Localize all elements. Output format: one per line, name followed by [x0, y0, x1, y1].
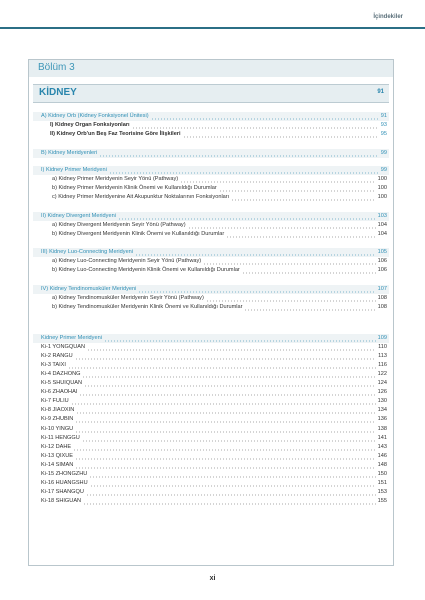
toc-entry-text: II) Kidney Orb'un Beş Faz Teorisine Göre İlişkileri	[50, 130, 181, 137]
toc-section-page: 109	[377, 335, 387, 341]
toc-entry-text: a) Kidney Primer Meridyenin Seyir Yönü (Pathway)	[52, 176, 179, 183]
toc-entry[interactable]	[33, 303, 387, 312]
toc-point-entry-page: 136	[377, 416, 387, 423]
toc-point-entry[interactable]	[33, 379, 387, 388]
toc-section-page: 91	[380, 112, 387, 119]
dot-leader	[242, 269, 376, 275]
toc-point-entry[interactable]	[33, 479, 387, 488]
dot-leader	[244, 306, 375, 312]
chapter-label: Bölüm 3	[38, 62, 75, 73]
toc-section[interactable]	[33, 212, 387, 221]
toc-point-entry-text: Ki-1 YONGQUAN	[41, 344, 86, 351]
toc-point-entry[interactable]	[33, 452, 387, 461]
dot-leader	[226, 233, 375, 239]
toc-entry-text: b) Kidney Tendinomusküler Meridyenin Klinik Önemi ve Kullanıldığı Durumlar	[52, 304, 243, 311]
toc-section-text: I) Kidney Primer Meridyeni	[41, 167, 107, 173]
toc-entry[interactable]	[33, 121, 387, 130]
toc-point-entry[interactable]	[33, 361, 387, 370]
toc-point-entry[interactable]	[33, 488, 387, 497]
dot-leader	[83, 500, 376, 506]
toc-point-entry-text: Ki-12 DAHE	[41, 443, 72, 450]
toc-point-entry-text: Ki-16 HUANGSHU	[41, 479, 88, 486]
toc-point-entry[interactable]	[33, 370, 387, 379]
toc-entry-text: b) Kidney Primer Meridyenin Klinik Önemi ve Kullanıldığı Durumlar	[52, 185, 217, 192]
toc-point-entry-text: Ki-3 TAIXI	[41, 362, 66, 369]
toc-point-entry[interactable]	[33, 397, 387, 406]
toc-entry[interactable]	[33, 266, 387, 275]
toc-point-entry-page: 153	[377, 488, 387, 495]
toc-entry-text: b) Kidney Divergent Meridyenin Klinik Önemi ve Kullanıldığı Durumlar	[52, 230, 225, 237]
page-number: xi	[209, 575, 216, 582]
toc-section[interactable]	[33, 248, 387, 257]
toc-point-entry-page: 124	[377, 380, 387, 387]
toc-point-entry-text: Ki-11 HENGGU	[41, 434, 80, 441]
toc-point-entry[interactable]	[33, 425, 387, 434]
toc-point-entry[interactable]	[33, 497, 387, 506]
toc-entry-page: 100	[377, 185, 387, 192]
toc-entry[interactable]	[33, 257, 387, 266]
chapter-title-page: 91	[377, 89, 384, 95]
running-title: İçindekiler	[373, 14, 403, 20]
toc-entry-page: 95	[380, 130, 387, 137]
toc-entry-page: 106	[377, 258, 387, 265]
toc-point-entry[interactable]	[33, 415, 387, 424]
toc-entry-text: b) Kidney Luo-Connecting Meridyenin Klinik Önemi ve Kullanıldığı Durumlar	[52, 267, 240, 274]
toc-section[interactable]	[33, 334, 387, 343]
toc-entry[interactable]	[33, 130, 387, 139]
toc-entry-page: 106	[377, 267, 387, 274]
toc-entry[interactable]	[33, 184, 387, 193]
toc-point-entry-text: Ki-4 DAZHONG	[41, 371, 81, 378]
toc-entry-text: a) Kidney Luo-Connecting Meridyenin Seyir Yönü (Pathway)	[52, 258, 202, 265]
toc-section-text: II) Kidney Divergent Meridyeni	[41, 212, 116, 219]
toc-point-entry[interactable]	[33, 406, 387, 415]
toc-section-text: Kidney Primer Meridyeni	[41, 335, 102, 341]
toc-section[interactable]	[33, 285, 387, 294]
chapter-band	[29, 60, 393, 77]
toc-entry[interactable]	[33, 221, 387, 230]
dot-leader	[231, 196, 375, 202]
chapter-title-bar[interactable]	[33, 84, 389, 103]
toc-section-text: III) Kidney Luo-Connecting Meridyeni	[41, 249, 134, 256]
toc-point-entry-page: 155	[377, 497, 387, 504]
toc-entry-page: 104	[377, 230, 387, 237]
toc-entry-text: c) Kidney Primer Meridyenine Ait Akupunktur Noktalarının Fonksiyonları	[52, 194, 230, 201]
toc-point-entry-text: Ki-15 ZHONGZHU	[41, 470, 88, 477]
header-rule	[0, 27, 425, 29]
toc-point-entry-page: 146	[377, 452, 387, 459]
toc-point-entry-page: 141	[377, 434, 387, 441]
toc-point-entry-page: 110	[378, 344, 387, 351]
toc-entry-text: a) Kidney Divergent Meridyenin Seyir Yönü (Pathway)	[52, 221, 186, 228]
toc-point-entry[interactable]	[33, 443, 387, 452]
toc-point-entry-text: Ki-7 FULIU	[41, 398, 69, 405]
toc-point-entry-text: Ki-18 SHIGUAN	[41, 497, 82, 504]
toc-section[interactable]	[33, 112, 387, 121]
toc-point-entry-text: Ki-5 SHUIQUAN	[41, 380, 83, 387]
chapter-title: KİDNEY	[39, 87, 77, 98]
toc-point-entry-page: 134	[377, 407, 387, 414]
toc-section-text: A) Kidney Orb (Kidney Fonksiyonel Ünitesi)	[41, 112, 149, 119]
toc-point-entry-page: 151	[377, 479, 387, 486]
toc-section-page: 99	[380, 167, 387, 173]
toc-point-entry-text: Ki-13 QIXUE	[41, 452, 74, 459]
toc-point-entry[interactable]	[33, 343, 387, 352]
toc-section-page: 103	[377, 212, 387, 219]
toc-point-entry-text: Ki-17 SHANGQU	[41, 488, 84, 495]
toc-point-entry-text: Ki-2 RANGU	[41, 353, 73, 360]
toc-point-entry-text: Ki-10 YINGU	[41, 425, 74, 432]
toc-point-entry[interactable]	[33, 470, 387, 479]
toc-section-page: 105	[377, 249, 387, 256]
toc-section-page: 99	[380, 149, 387, 156]
toc-section-text: IV) Kidney Tendinomusküler Meridyeni	[41, 286, 137, 292]
toc-entry-text: I) Kidney Organ Fonksiyonları	[50, 121, 130, 128]
toc-entry[interactable]	[33, 175, 387, 184]
toc-point-entry-page: 150	[377, 470, 387, 477]
toc-section-page: 107	[377, 286, 387, 292]
toc-entry[interactable]	[33, 230, 387, 239]
toc-point-entry[interactable]	[33, 434, 387, 443]
toc-point-entry-page: 122	[377, 371, 387, 378]
toc-point-entry-page: 113	[378, 353, 387, 360]
toc-point-entry-page: 126	[377, 389, 387, 396]
toc-entry-page: 100	[377, 176, 387, 183]
toc-point-entry-page: 138	[377, 425, 387, 432]
toc-point-entry[interactable]	[33, 388, 387, 397]
toc-point-entry-page: 143	[377, 443, 387, 450]
toc-point-entry-page: 130	[377, 398, 387, 405]
toc-entry-page: 93	[380, 121, 387, 128]
toc-point-entry[interactable]	[33, 352, 387, 361]
toc-section[interactable]	[33, 149, 387, 158]
toc-point-entry-text: Ki-14 SIMAN	[41, 461, 74, 468]
toc-entry-page: 104	[377, 221, 387, 228]
dot-leader	[183, 133, 379, 139]
dot-leader	[99, 152, 378, 158]
toc-section[interactable]	[33, 166, 387, 175]
toc-section-text: B) Kidney Meridyenleri	[41, 149, 98, 156]
toc-point-entry[interactable]	[33, 461, 387, 470]
toc-entry-page: 100	[377, 194, 387, 201]
toc-point-entry-text: Ki-6 ZHAOHAI	[41, 389, 78, 396]
toc-point-entry-text: Ki-8 JIAOXIN	[41, 407, 75, 414]
toc-entry-page: 108	[377, 295, 387, 302]
toc-entry-page: 108	[377, 304, 387, 311]
toc-entry[interactable]	[33, 193, 387, 202]
toc-point-entry-page: 148	[377, 461, 387, 468]
toc-entry[interactable]	[33, 294, 387, 303]
toc-point-entry-text: Ki-9 ZHUBIN	[41, 416, 74, 423]
toc-point-entry-page: 116	[378, 362, 387, 369]
toc-entry-text: a) Kidney Tendinomusküler Meridyenin Seyir Yönü (Pathway)	[52, 295, 204, 302]
